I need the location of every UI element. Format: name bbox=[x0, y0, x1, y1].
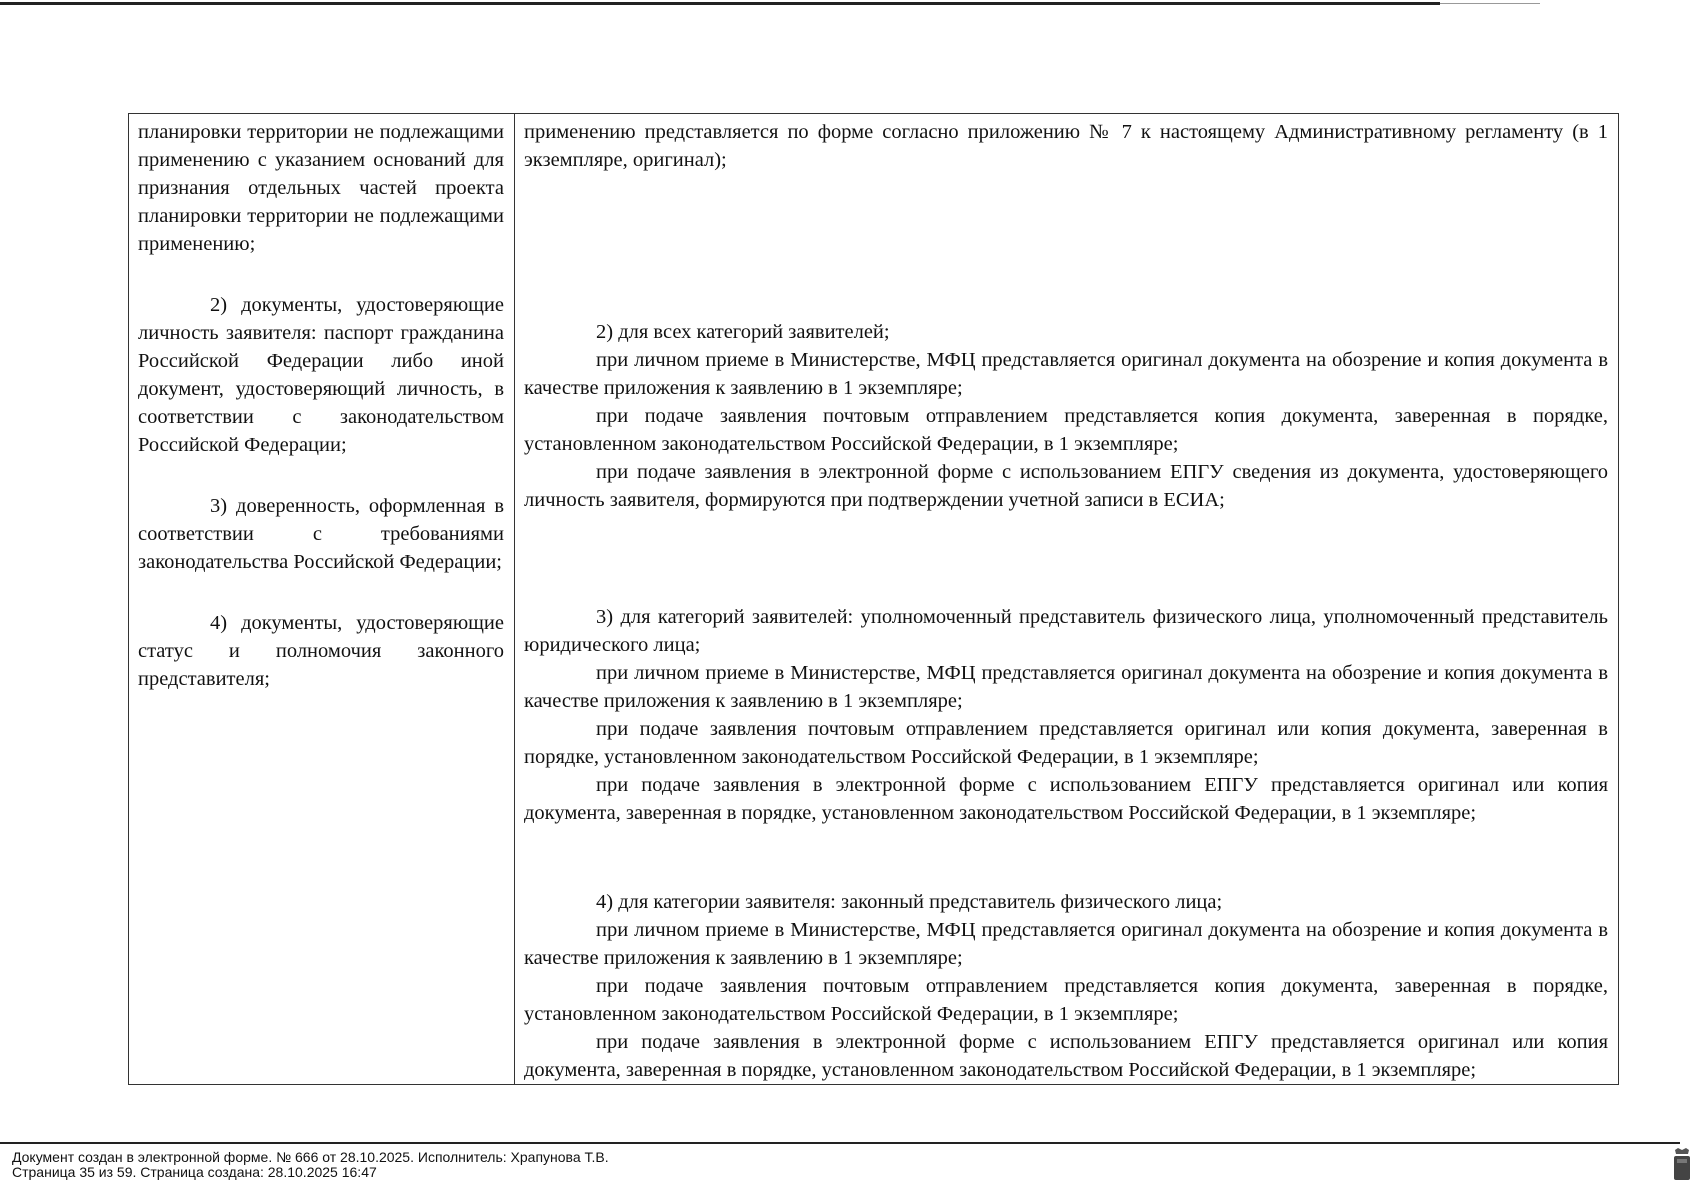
left-item-3: 3) доверенность, оформленная в соответствии с требованиями законодательства Российской Федерации; bbox=[138, 495, 504, 573]
document-footer bbox=[12, 1150, 609, 1180]
paragraph: при подаче заявления почтовым отправлением представляется копия документа, заверенная в порядке, установленном законодательством Российской Федерации, в 1 экземпляре; bbox=[524, 405, 1608, 455]
right-group-continued bbox=[524, 118, 1608, 285]
paragraph: при личном приеме в Министерстве, МФЦ представляется оригинал документа на обозрение и копия документа в качестве приложения к заявлению в 1 экземпляре; bbox=[524, 919, 1608, 969]
paragraph: при подаче заявления в электронной форме с использованием ЕПГУ представляется оригинал или копия документа, заверенная в порядке, установленном законодательством Российской Федерации, в 1 экземпляре; bbox=[524, 774, 1608, 824]
table-row bbox=[129, 114, 1619, 1085]
coat-of-arms-icon bbox=[1672, 1148, 1692, 1182]
left-item-continued: планировки территории не подлежащими применению с указанием оснований для признания отдельных частей проекта планировки территории не подлежащими применению; bbox=[138, 121, 504, 255]
right-group-4 bbox=[524, 888, 1608, 1084]
top-edge-line bbox=[0, 2, 1440, 5]
paragraph: при подаче заявления в электронной форме с использованием ЕПГУ сведения из документа, удостоверяющего личность заявителя, формируются при подтверждении учетной записи в ЕСИА; bbox=[524, 461, 1608, 511]
paragraph: при подаче заявления почтовым отправлением представляется копия документа, заверенная в порядке, установленном законодательством Российской Федерации, в 1 экземпляре; bbox=[524, 975, 1608, 1025]
paragraph: при подаче заявления почтовым отправлением представляется оригинал или копия документа, заверенная в порядке, установленном законодательством Российской Федерации, в 1 экземпляре; bbox=[524, 718, 1608, 768]
left-column-cell bbox=[129, 114, 515, 1085]
right-group-3 bbox=[524, 603, 1608, 855]
footer-line-1: Документ создан в электронной форме. № 666 от 28.10.2025. Исполнитель: Храпунова Т.В. bbox=[12, 1149, 609, 1165]
document-table bbox=[128, 113, 1619, 1085]
paragraph: 3) для категорий заявителей: уполномоченный представитель физического лица, уполномоченный представитель юридического лица; bbox=[524, 606, 1608, 656]
top-edge-line-faint bbox=[1440, 3, 1540, 4]
paragraph: при подаче заявления в электронной форме с использованием ЕПГУ представляется оригинал или копия документа, заверенная в порядке, установленном законодательством Российской Федерации, в 1 экземпляре; bbox=[524, 1031, 1608, 1081]
paragraph: при личном приеме в Министерстве, МФЦ представляется оригинал документа на обозрение и копия документа в качестве приложения к заявлению в 1 экземпляре; bbox=[524, 349, 1608, 399]
paragraph: применению представляется по форме согласно приложению № 7 к настоящему Административному регламенту (в 1 экземпляре, оригинал); bbox=[524, 121, 1608, 171]
right-group-2 bbox=[524, 318, 1608, 570]
footer-divider bbox=[0, 1142, 1680, 1144]
footer-line-2: Страница 35 из 59. Страница создана: 28.10.2025 16:47 bbox=[12, 1164, 377, 1180]
paragraph: 4) для категории заявителя: законный представитель физического лица; bbox=[596, 891, 1223, 913]
right-column-cell bbox=[515, 114, 1619, 1085]
left-item-4: 4) документы, удостоверяющие статус и полномочия законного представителя; bbox=[138, 612, 504, 690]
left-item-2: 2) документы, удостоверяющие личность заявителя: паспорт гражданина Российской Федерации либо иной документ, удостоверяющий личность, в соответствии с законодательством Российской Федерации; bbox=[138, 294, 504, 456]
paragraph: 2) для всех категорий заявителей; bbox=[596, 321, 890, 343]
paragraph: при личном приеме в Министерстве, МФЦ представляется оригинал документа на обозрение и копия документа в качестве приложения к заявлению в 1 экземпляре; bbox=[524, 662, 1608, 712]
